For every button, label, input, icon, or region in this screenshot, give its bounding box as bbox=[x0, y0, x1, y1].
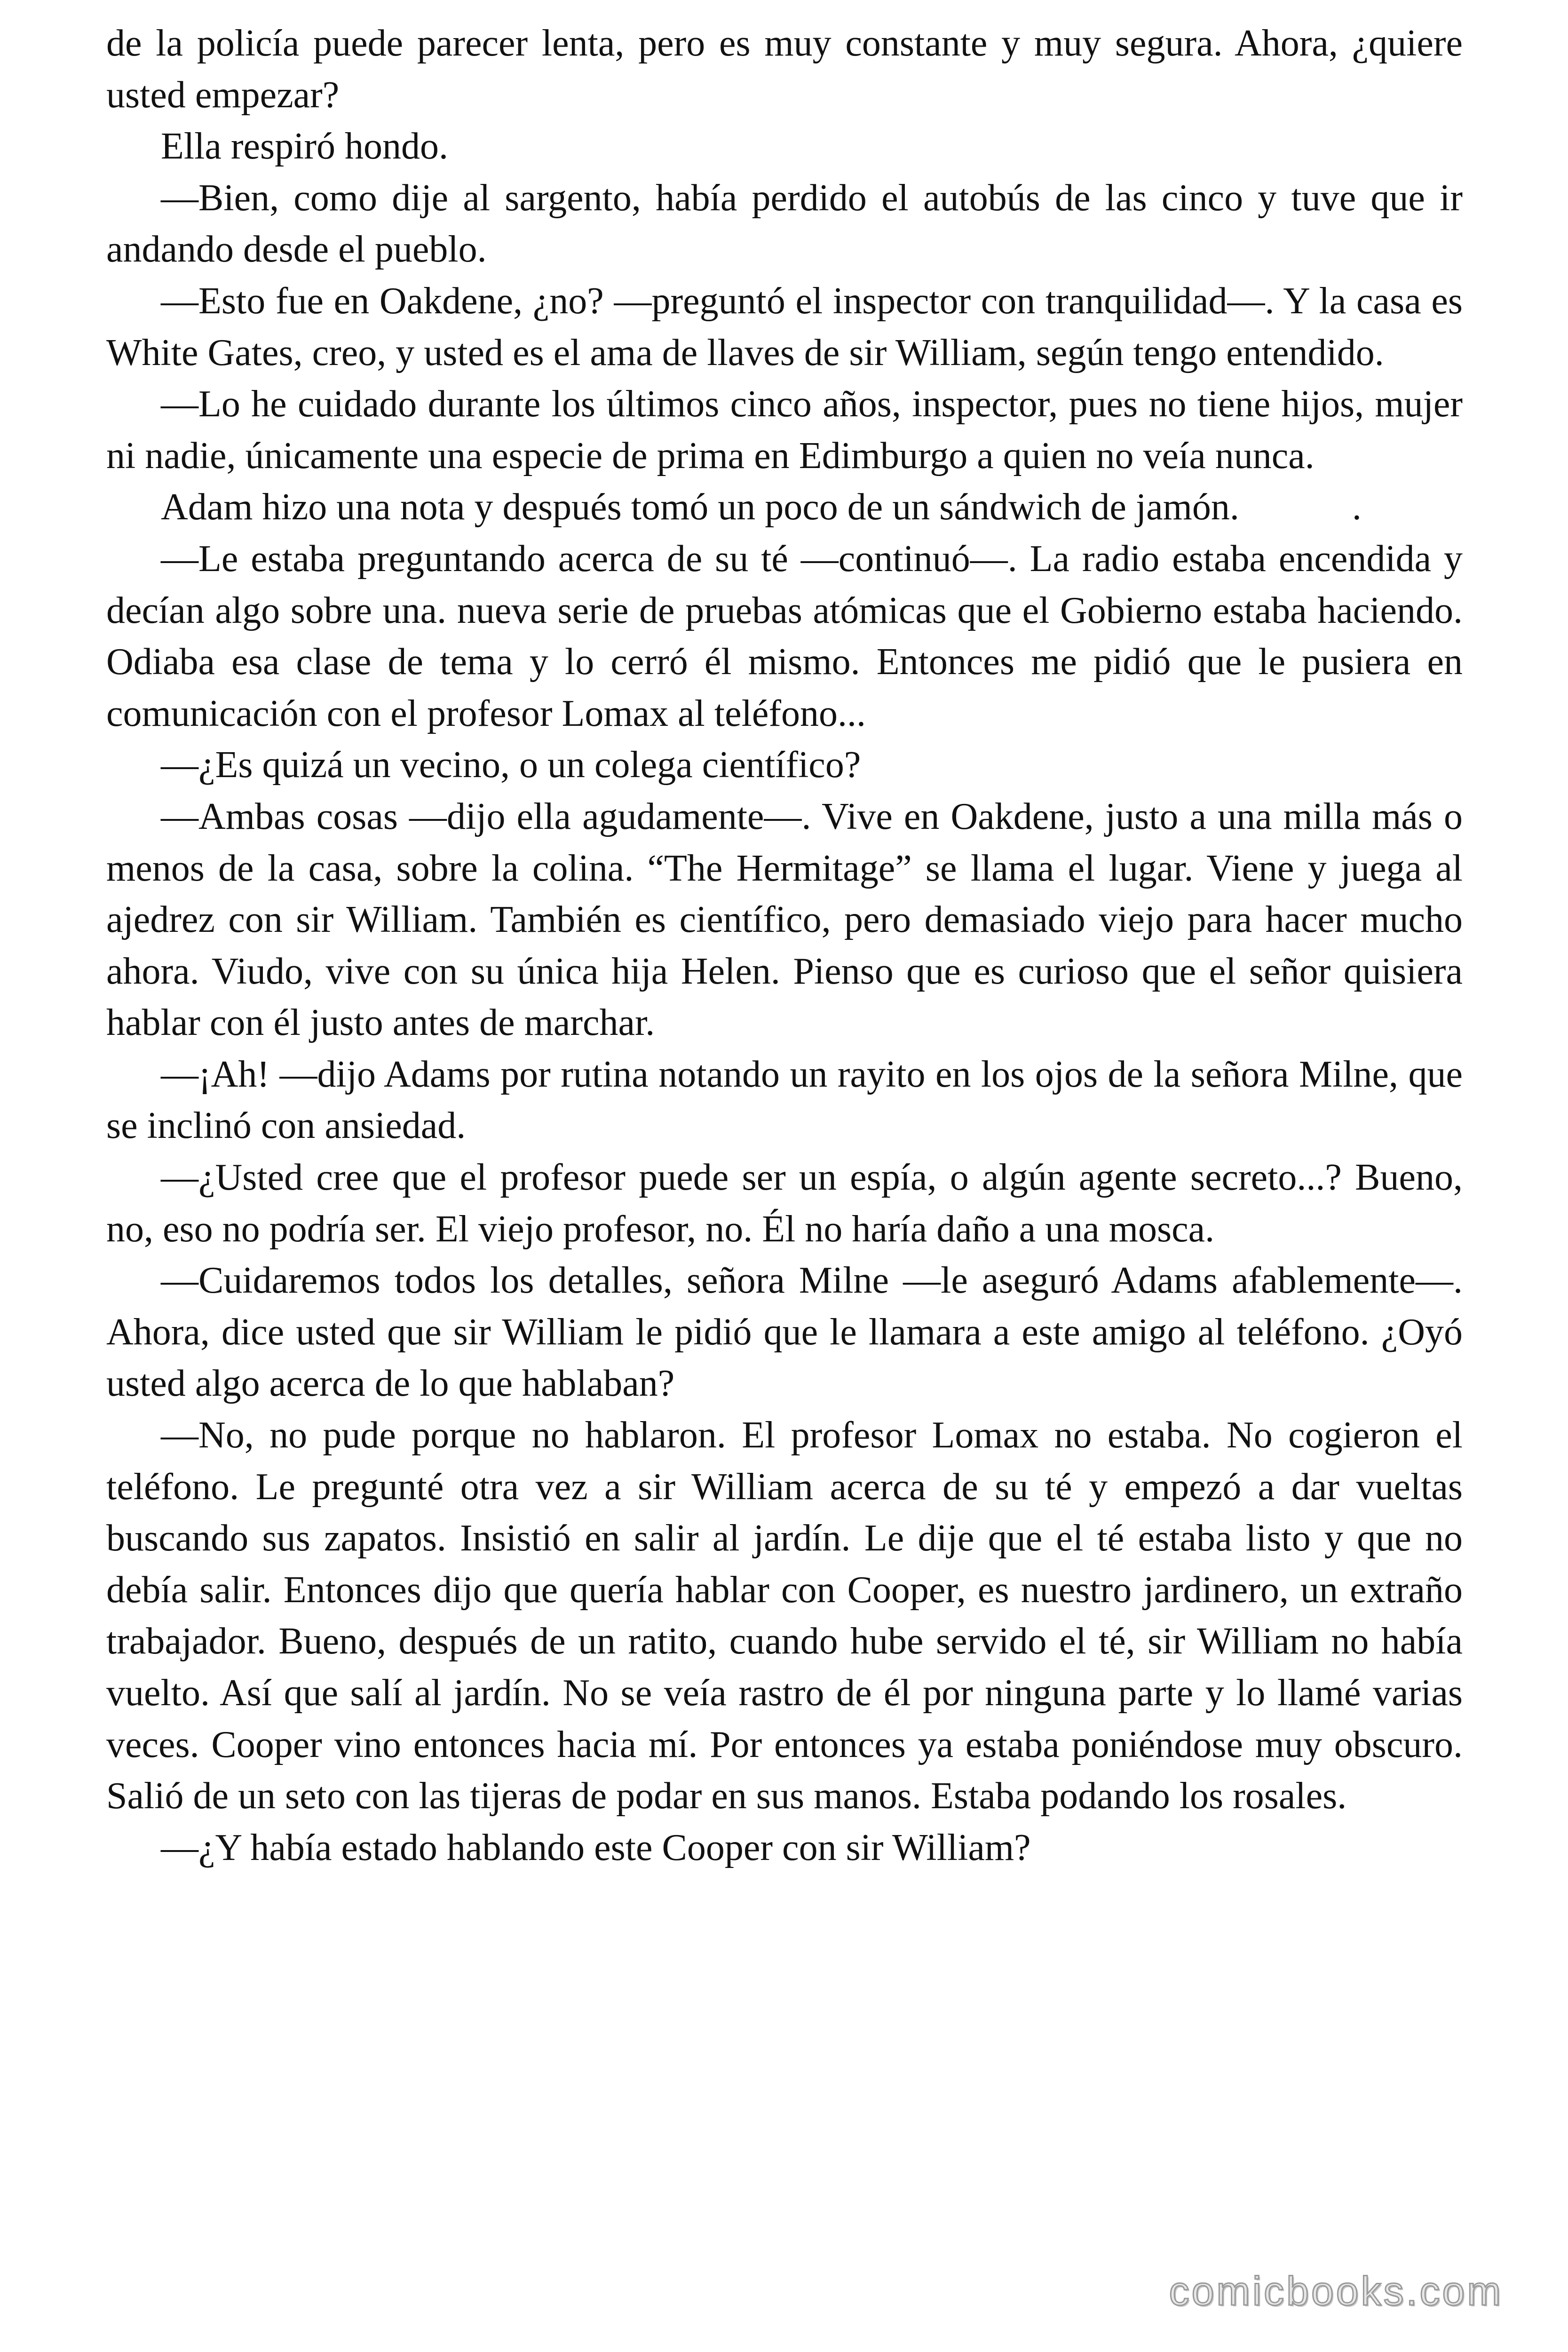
paragraph: —¡Ah! —dijo Adams por rutina notando un rayito en los ojos de la señora Milne, que se inclinó con ansiedad. bbox=[106, 1053, 1463, 1147]
document-page bbox=[106, 18, 1463, 1874]
paragraph: Ella respiró hondo. bbox=[161, 126, 448, 167]
paragraph: —Cuidaremos todos los detalles, señora Milne —le aseguró Adams afablemente—. Ahora, dice usted que sir William le pidió que le llamara a este amigo al teléfono. ¿Oyó usted algo acerca de lo que hablaban? bbox=[106, 1260, 1463, 1405]
paragraph: —Bien, como dije al sargento, había perdido el autobús de las cinco y tuve que ir andando desde el pueblo. bbox=[106, 177, 1463, 270]
paragraph: —Lo he cuidado durante los últimos cinco años, inspector, pues no tiene hijos, mujer ni nadie, únicamente una especie de prima en Edimburgo a quien no veía nunca. bbox=[106, 383, 1463, 477]
paragraph: —¿Usted cree que el profesor puede ser un espía, o algún agente secreto...? Bueno, no, eso no podría ser. El viejo profesor, no. Él no haría daño a una mosca. bbox=[106, 1157, 1463, 1250]
paragraph: —Ambas cosas —dijo ella agudamente—. Vive en Oakdene, justo a una milla más o menos de la casa, sobre la colina. “The Hermitage” se llama el lugar. Viene y juega al ajedrez con sir William. También es científico, pero demasiado viejo para hacer mucho ahora. Viudo, vive con su única hija Helen. Pienso que es curioso que el señor quisiera hablar con él justo antes de marchar. bbox=[106, 795, 1463, 1044]
paragraph: —No, no pude porque no hablaron. El profesor Lomax no estaba. No cogieron el teléfono. Le pregunté otra vez a sir William acerca de su té y empezó a dar vueltas buscando sus zapatos. Insistió en salir al jardín. Le dije que el té estaba listo y que no debía salir. Entonces dijo que quería hablar con Cooper, es nuestro jardinero, un extraño trabajador. Bueno, después de un ratito, cuando hube servido el té, sir William no había vuelto. Así que salí al jardín. No se veía rastro de él por ninguna parte y lo llamé varias veces. Cooper vino entonces hacia mí. Por entonces ya estaba poniéndose muy obscuro. Salió de un seto con las tijeras de podar en sus manos. Estaba podando los rosales. bbox=[106, 1414, 1463, 1817]
paragraph: —Esto fue en Oakdene, ¿no? —preguntó el inspector con tranquilidad—. Y la casa es White Gates, creo, y usted es el ama de llaves de sir William, según tengo entendido. bbox=[106, 280, 1463, 373]
paragraph: —¿Y había estado hablando este Cooper con sir William? bbox=[161, 1827, 1031, 1868]
paragraph: —¿Es quizá un vecino, o un colega científico? bbox=[161, 744, 861, 786]
paragraph-continued: de la policía puede parecer lenta, pero es muy constante y muy segura. Ahora, ¿quiere usted empezar? bbox=[106, 23, 1463, 116]
watermark: comicbooks.com bbox=[1169, 2269, 1503, 2314]
paragraph: Adam hizo una nota y después tomó un poco de un sándwich de jamón. . bbox=[161, 486, 1362, 528]
paragraph: —Le estaba preguntando acerca de su té —continuó—. La radio estaba encendida y decían algo sobre una. nueva serie de pruebas atómicas que el Gobierno estaba haciendo. Odiaba esa clase de tema y lo cerró él mismo. Entonces me pidió que le pusiera en comunicación con el profesor Lomax al teléfono... bbox=[106, 538, 1463, 734]
